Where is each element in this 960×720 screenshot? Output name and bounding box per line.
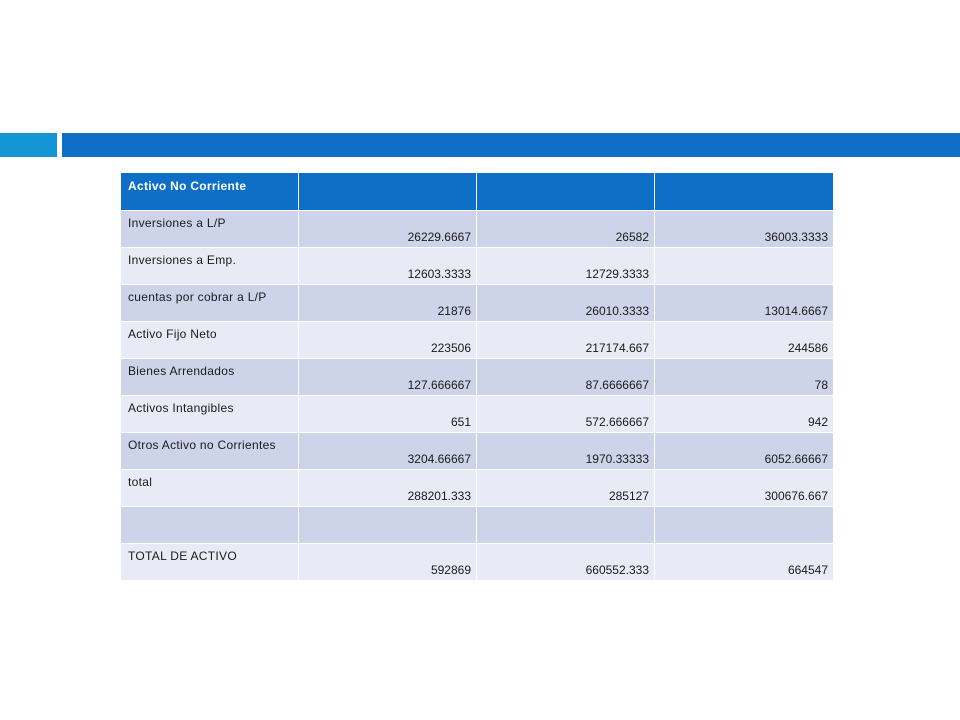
value-cell: 1970.33333 bbox=[477, 433, 655, 470]
value-cell: 592869 bbox=[299, 544, 477, 581]
table-row bbox=[121, 211, 834, 248]
value-cell: 664547 bbox=[655, 544, 834, 581]
value-cell: 26582 bbox=[477, 211, 655, 248]
value-cell: 288201.333 bbox=[299, 470, 477, 507]
table-row bbox=[121, 359, 834, 396]
value-cell: 572.666667 bbox=[477, 396, 655, 433]
value-cell: 6052.66667 bbox=[655, 433, 834, 470]
value-cell: 127.666667 bbox=[299, 359, 477, 396]
table-row bbox=[121, 322, 834, 359]
table-row bbox=[121, 396, 834, 433]
value-cell bbox=[655, 248, 834, 285]
table-row bbox=[121, 544, 834, 581]
value-cell: 26229.6667 bbox=[299, 211, 477, 248]
row-label: Activos Intangibles bbox=[121, 396, 299, 433]
value-cell: 78 bbox=[655, 359, 834, 396]
row-label: cuentas por cobrar a L/P bbox=[121, 285, 299, 322]
value-cell: 21876 bbox=[299, 285, 477, 322]
value-cell: 942 bbox=[655, 396, 834, 433]
value-cell bbox=[299, 507, 477, 544]
value-cell: 26010.3333 bbox=[477, 285, 655, 322]
value-cell: 300676.667 bbox=[655, 470, 834, 507]
value-cell: 12729.3333 bbox=[477, 248, 655, 285]
row-label: Bienes Arrendados bbox=[121, 359, 299, 396]
accent-bar-right bbox=[62, 133, 960, 157]
value-cell: 223506 bbox=[299, 322, 477, 359]
table-row bbox=[121, 507, 834, 544]
header-label: Activo No Corriente bbox=[121, 173, 299, 211]
table-row bbox=[121, 470, 834, 507]
value-cell: 12603.3333 bbox=[299, 248, 477, 285]
row-label: Inversiones a L/P bbox=[121, 211, 299, 248]
value-cell: 36003.3333 bbox=[655, 211, 834, 248]
balance-table bbox=[120, 172, 834, 581]
value-cell bbox=[477, 507, 655, 544]
row-label bbox=[121, 507, 299, 544]
value-cell bbox=[655, 507, 834, 544]
row-label: Otros Activo no Corrientes bbox=[121, 433, 299, 470]
header-cell bbox=[477, 173, 655, 211]
table-row bbox=[121, 285, 834, 322]
row-label: total bbox=[121, 470, 299, 507]
row-label: Activo Fijo Neto bbox=[121, 322, 299, 359]
row-label: Inversiones a Emp. bbox=[121, 248, 299, 285]
value-cell: 3204.66667 bbox=[299, 433, 477, 470]
accent-bar-left bbox=[0, 133, 57, 157]
table-row bbox=[121, 433, 834, 470]
table-row bbox=[121, 248, 834, 285]
value-cell: 217174.667 bbox=[477, 322, 655, 359]
value-cell: 87.6666667 bbox=[477, 359, 655, 396]
value-cell: 660552.333 bbox=[477, 544, 655, 581]
value-cell: 651 bbox=[299, 396, 477, 433]
value-cell: 285127 bbox=[477, 470, 655, 507]
table-header-row bbox=[121, 173, 834, 211]
value-cell: 244586 bbox=[655, 322, 834, 359]
row-label: TOTAL DE ACTIVO bbox=[121, 544, 299, 581]
header-cell bbox=[655, 173, 834, 211]
value-cell: 13014.6667 bbox=[655, 285, 834, 322]
header-cell bbox=[299, 173, 477, 211]
